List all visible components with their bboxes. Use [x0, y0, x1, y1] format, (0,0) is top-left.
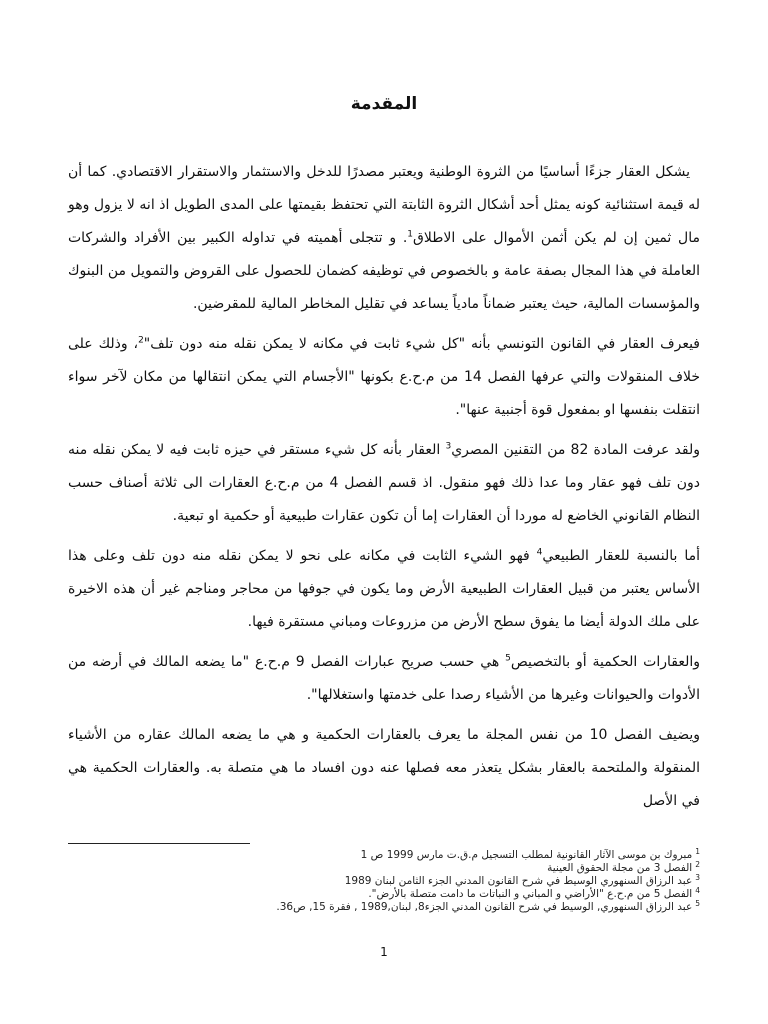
paragraph-text: والعقارات الحكمية أو بالتخصيص [510, 654, 700, 670]
body-paragraph [68, 434, 700, 533]
paragraph-text: ولقد عرفت المادة 82 من التقنين المصري [451, 442, 700, 458]
page-title: المقدمة [350, 94, 418, 114]
paragraph-text: ، وذلك على خلاف المنقولات والتي عرفها الفصل 14 من م.ح.ع بكونها "الأجسام التي يمكن انتقالها من مكان لآخر سواء انتقلت بنفسها او بمفعول قوة أجنبية عنها". [68, 336, 700, 418]
footnote-number: 5 [695, 898, 700, 908]
footnotes [68, 846, 700, 914]
footnote-reference: 5 [505, 653, 511, 664]
footnote-number: 1 [695, 846, 700, 856]
footnote-text: عبد الرزاق السنهوري الوسيط في شرح القانون المدني الجزء الثامن لبنان 1989 [344, 875, 693, 887]
footnote-number: 3 [695, 872, 700, 882]
footnote-item [68, 846, 700, 862]
footnote-item [68, 885, 700, 901]
paragraph-text: فيعرف العقار في القانون التونسي بأنه "كل شيء ثابت في مكانه لا يمكن نقله منه دون تلف" [143, 336, 700, 352]
footnote-number: 4 [695, 885, 700, 895]
footnote-item [68, 872, 700, 888]
footnote-item [68, 859, 700, 875]
page-number: 1 [380, 945, 388, 959]
footnote-text: الفصل 5 من م.ح.ع "الأراضي و المباني و النباتات ما دامت متصلة بالأرض". [368, 888, 693, 900]
body-paragraph [68, 156, 700, 321]
footnote-reference: 1 [407, 229, 414, 240]
footnote-text: الفصل 3 من مجلة الحقوق العينية [547, 862, 693, 874]
paragraph-text: ويضيف الفصل 10 من نفس المجلة ما يعرف بالعقارات الحكمية و هي ما يضعه المالك عقاره من الأشياء المنقولة والملتحمة بالعقار بشكل يتعذر معه فصلها عنه دون افساد ما هي متصلة به. والعقارات الحكمية هي في الأصل [68, 727, 700, 809]
footnote-reference: 4 [536, 547, 543, 558]
footnote-text: عبد الرزاق السنهوري, الوسيط في شرح القانون المدني الجزء8, لبنان,1989 , فقرة 15, ص36. [276, 901, 693, 913]
body-paragraph [68, 646, 700, 712]
paragraph-text: العقار بأنه كل شيء مستقر في حيزه ثابت فيه لا يمكن نقله منه دون تلف فهو عقار وما عدا ذلك فهو منقول. اذ قسم الفصل 4 من م.ح.ع العقارات الى ثلاثة أصناف حسب النظام القانوني الخاضع له موردا أن العقارات إما أن تكون عقارات طبيعية أو حكمية او تبعية. [68, 442, 700, 524]
body-paragraph [68, 719, 700, 818]
footnote-reference: 2 [138, 335, 144, 346]
body-paragraph [68, 540, 700, 639]
body-paragraph [68, 328, 700, 427]
paragraph-text: . و تتجلى أهميته في تداوله الكبير بين الأفراد والشركات العاملة في هذا المجال بصفة عامة و بالخصوص في توظيفه كضمان للحصول على القروض والتمويل من البنوك والمؤسسات المالية، حيث يعتبر ضماناً مادياً يساعد في تقليل المخاطر المالية للمقرضين. [68, 230, 700, 312]
footnote-separator [68, 843, 250, 844]
paragraph-text: أما بالنسبة للعقار الطبيعي [542, 548, 701, 564]
paragraph-text: فهو الشيء الثابت في مكانه على نحو لا يمكن نقله منه دون تلف وعلى هذا الأساس يعتبر من قبيل العقارات الطبيعية الأرض وما يكون في جوفها من محاجر ومناجم غير أن هذه الاخيرة على ملك الدولة أيضا ما يفوق سطح الأرض من مزروعات ومباني مستقرة فيها. [68, 548, 700, 630]
footnote-reference: 3 [445, 441, 452, 452]
body-text [68, 156, 700, 825]
paragraph-text: هي حسب صريح عبارات الفصل 9 م.ح.ع "ما يضعه المالك في أرضه من الأدوات والحيوانات وغيرها من الأشياء رصدا على خدمتها واستغلالها". [68, 654, 700, 703]
footnote-item [68, 898, 700, 914]
footnote-text: مبروك بن موسى الآثار القانونية لمطلب التسجيل م.ق.ت مارس 1999 ص 1 [360, 849, 693, 861]
paragraph-text: يشكل العقار جزءًا أساسيًا من الثروة الوطنية ويعتبر مصدرًا للدخل والاستثمار والاستقرار الاقتصادي. كما أن له قيمة استثنائية كونه يمثل أحد أشكال الثروة الثابتة التي تحتفظ بقيمتها على المدى الطويل اذ انه لا يزول وهو مال ثمين إن لم يكن أثمن الأموال على الاطلاق [68, 164, 700, 246]
footnote-number: 2 [695, 859, 700, 869]
